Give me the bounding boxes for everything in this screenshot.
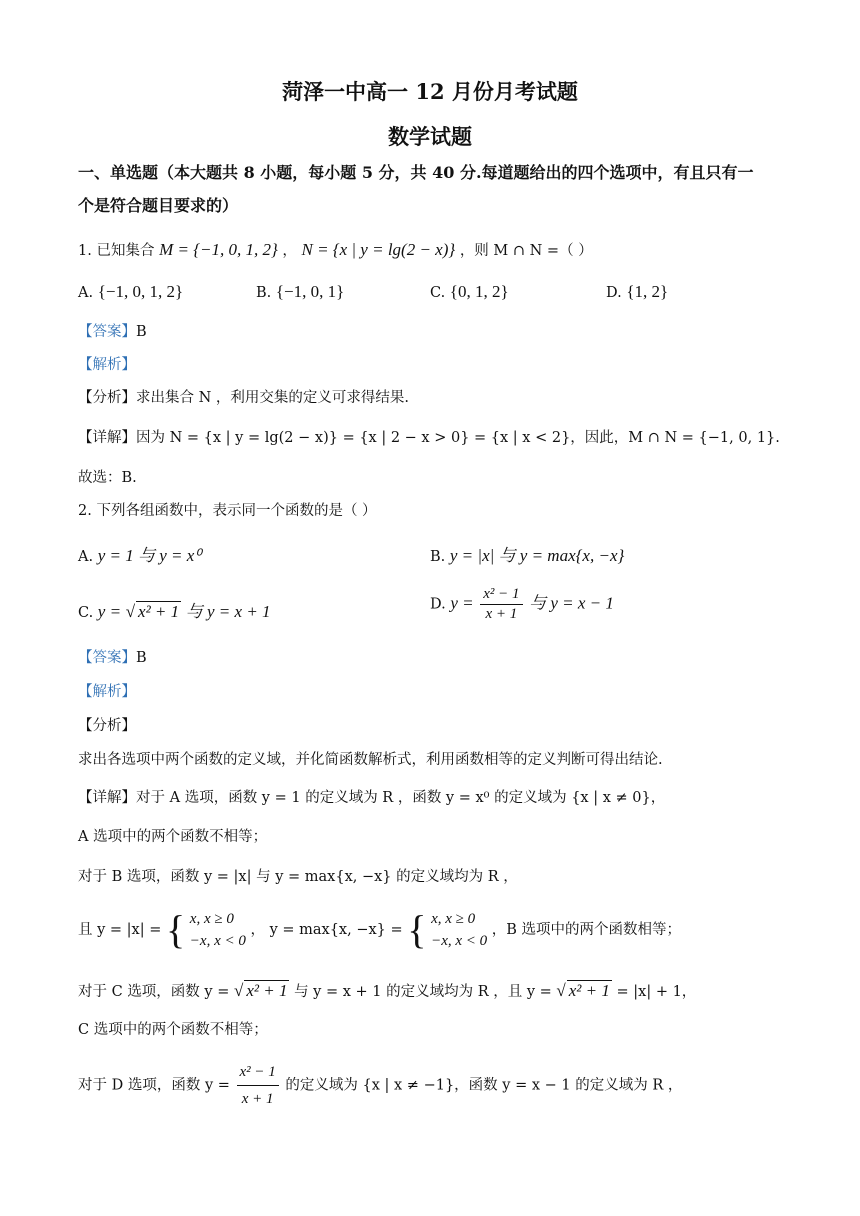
q1-option-a xyxy=(78,282,183,302)
q1-option-a-value: {−1, 0, 1, 2} xyxy=(97,282,184,301)
q2-detail-a: 【详解】对于 A 选项，函数 y = 1 的定义域为 R ，函数 y = x⁰ 的定义域为 {x | x ≠ 0}， xyxy=(78,790,666,806)
q1-option-b xyxy=(256,282,344,302)
q2-detail-d xyxy=(78,1060,682,1111)
piecewise-brace-1: { xyxy=(165,907,186,952)
q1-answer xyxy=(78,322,147,342)
q2-detail-d-fraction: $\frac{\text{x² − 1}}{x + 1}$ xyxy=(237,1060,279,1111)
q2-detail-b2-pre: 且 y = |x| = xyxy=(78,922,162,938)
q1-option-a-label: A. xyxy=(78,285,94,301)
q2-jiexi-tag: 【解析】 xyxy=(78,684,136,700)
q1-xiangjie: 【详解】因为 N = {x | y = lg(2 − x)} = {x | 2 − x > 0} = {x | x < 2}，因此，M ∩ N = {−1, 0, 1}. xyxy=(78,430,780,446)
q1-option-d-label: D. xyxy=(606,285,622,301)
q2-detail-c-pre: 对于 C 选项，函数 y = xyxy=(78,984,230,1000)
q2-option-d xyxy=(430,586,614,623)
q1-guxuan: 故选：B. xyxy=(78,470,137,486)
piecewise-cases-1: x, x ≥ 0 −x, x < 0 xyxy=(189,911,246,949)
q2-answer xyxy=(78,648,147,668)
q1-set-n: N = {x | y = lg(2 − x)} xyxy=(301,240,456,259)
q2-detail-c-sqrt2: √ x² + 1 xyxy=(556,981,610,1000)
q2-option-c-label: C. xyxy=(78,605,94,621)
q2-detail-d-pre: 对于 D 选项，函数 y = xyxy=(78,1077,230,1094)
q1-option-b-label: B. xyxy=(256,285,272,301)
q2-answer-value: B xyxy=(136,650,147,666)
q2-detail-b2-mid: ， y = max{x, −x} = xyxy=(250,922,403,938)
q2-option-d-fraction: $\frac{\text{x² − 1}}{x + 1}$ xyxy=(480,586,522,623)
q2-detail-d-post: 的定义域为 {x | x ≠ −1}，函数 y = x − 1 的定义域为 R ， xyxy=(285,1077,683,1094)
q2-option-d-post: 与 y = x − 1 xyxy=(529,593,614,613)
q2-detail-a2: A 选项中的两个函数不相等； xyxy=(78,829,268,845)
q1-set-m: M = {−1, 0, 1, 2} xyxy=(159,240,278,259)
q2-fenxi-tag: 【分析】 xyxy=(78,718,136,734)
q2-option-c-sqrt: √ x² + 1 xyxy=(125,602,180,621)
q1-comma: ， xyxy=(282,243,297,259)
q2-detail-c2: C 选项中的两个函数不相等； xyxy=(78,1022,268,1038)
q1-option-d-value: {1, 2} xyxy=(626,282,669,301)
q2-option-b-label: B. xyxy=(430,549,446,565)
piecewise-brace-2: { xyxy=(407,907,427,952)
section-heading-line1: 一、单选题（本大题共 8 小题，每小题 5 分，共 40 分.每道题给出的四个选项中，有且只有一 xyxy=(78,163,754,182)
q2-detail-b2 xyxy=(78,908,681,952)
q1-option-d xyxy=(606,282,668,302)
document-subtitle: 数学试题 xyxy=(388,124,472,149)
q2-detail-c xyxy=(78,980,696,1002)
q1-option-c-value: {0, 1, 2} xyxy=(449,282,509,301)
q2-detail-b: 对于 B 选项，函数 y = |x| 与 y = max{x, −x} 的定义域均为 R ， xyxy=(78,869,518,885)
q2-stem: 2. 下列各组函数中，表示同一个函数的是（ ） xyxy=(78,503,377,519)
section-heading-line2: 个是符合题目要求的） xyxy=(78,196,239,215)
q1-suffix: ，则 M ∩ N =（ ） xyxy=(459,243,593,259)
q2-option-a-label: A. xyxy=(78,549,94,565)
q1-stem xyxy=(78,240,593,261)
q1-option-c xyxy=(430,282,509,302)
q2-option-d-pre: y = xyxy=(450,593,474,613)
q2-detail-c-post: = |x| + 1， xyxy=(616,984,697,1000)
q2-detail-b2-post: ，B 选项中的两个函数相等； xyxy=(491,922,682,938)
q1-answer-value: B xyxy=(136,324,147,340)
q1-jiexi-tag: 【解析】 xyxy=(78,357,136,373)
q2-option-c xyxy=(78,597,271,622)
q2-detail-c-mid: 与 y = x + 1 的定义域均为 R ，且 y = xyxy=(294,984,552,1000)
q2-detail-c-sqrt: √ x² + 1 xyxy=(233,981,288,1000)
q1-option-c-label: C. xyxy=(430,285,446,301)
q2-option-a xyxy=(78,541,201,566)
q2-answer-tag: 【答案】 xyxy=(78,650,136,666)
q1-option-b-value: {−1, 0, 1} xyxy=(275,282,345,301)
piecewise-cases-2: x, x ≥ 0 −x, x < 0 xyxy=(431,911,488,949)
q1-prefix: 1. 已知集合 xyxy=(78,243,155,259)
q2-option-a-value: y = 1 与 y = x⁰ xyxy=(97,546,202,565)
q2-option-c-pre: y = xyxy=(97,602,122,621)
q2-fenxi: 求出各选项中两个函数的定义域，并化简函数解析式，利用函数相等的定义判断可得出结论. xyxy=(78,752,663,768)
q2-option-b xyxy=(430,541,624,566)
q2-option-d-label: D. xyxy=(430,596,446,613)
q1-fenxi: 【分析】求出集合 N ，利用交集的定义可求得结果. xyxy=(78,390,410,406)
document-title: 菏泽一中高一 12 月份月考试题 xyxy=(282,79,578,104)
q2-option-b-value: y = |x| 与 y = max{x, −x} xyxy=(449,546,625,565)
q2-option-c-post: 与 y = x + 1 xyxy=(185,602,271,621)
q1-answer-tag: 【答案】 xyxy=(78,324,136,340)
